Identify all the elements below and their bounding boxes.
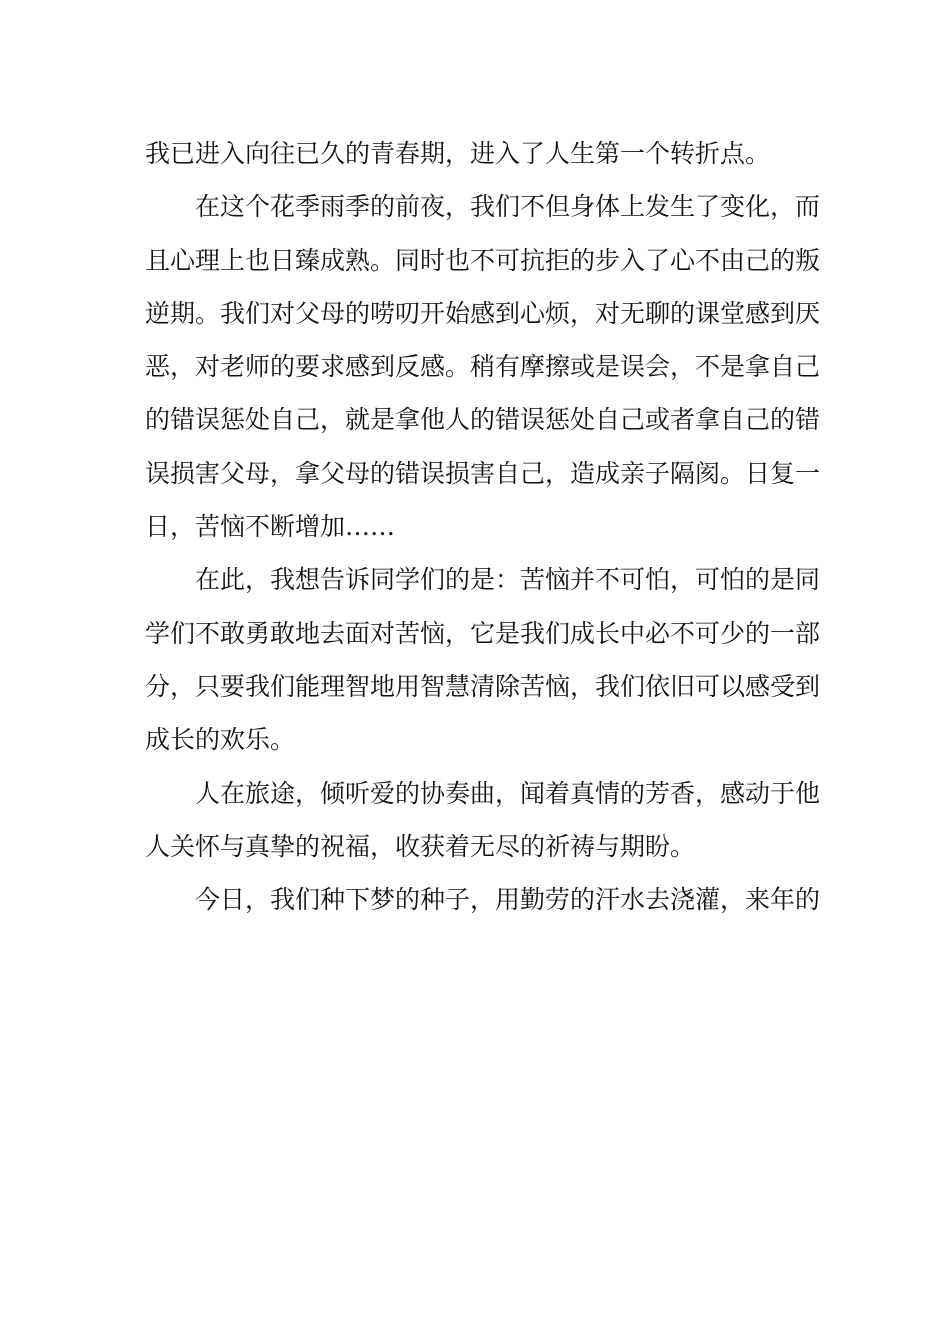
text-line: 恶，对老师的要求感到反感。稍有摩擦或是误会，不是拿自己 xyxy=(145,352,821,382)
text-line: 我已进入向往已久的青春期，进入了人生第一个转折点。 xyxy=(145,139,771,168)
text-line: 在此，我想告诉同学们的是：苦恼并不可怕，可怕的是同 xyxy=(195,565,821,595)
text-line: 学们不敢勇敢地去面对苦恼，它是我们成长中必不可少的一部 xyxy=(145,618,821,648)
text-line: 人在旅途，倾听爱的协奏曲，闻着真情的芳香，感动于他 xyxy=(195,778,821,808)
text-line: 在这个花季雨季的前夜，我们不但身体上发生了变化，而 xyxy=(195,192,821,222)
text-line: 人关怀与真挚的祝福，收获着无尽的祈祷与期盼。 xyxy=(145,831,696,861)
text-line: 成长的欢乐。 xyxy=(145,725,296,755)
text-line: 且心理上也日臻成熟。同时也不可抗拒的步入了心不由己的叛 xyxy=(145,245,821,275)
body-text xyxy=(145,127,821,926)
text-line: 今日，我们种下梦的种子，用勤劳的汗水去浇灌，来年的 xyxy=(195,885,821,915)
text-line: 日，苦恼不断增加…… xyxy=(145,512,396,542)
text-line: 的错误惩处自己，就是拿他人的错误惩处自己或者拿自己的错 xyxy=(145,405,821,435)
text-line: 误损害父母，拿父母的错误损害自己，造成亲子隔阂。日复一 xyxy=(145,458,821,488)
text-line: 分，只要我们能理智地用智慧清除苦恼，我们依旧可以感受到 xyxy=(145,671,821,701)
text-line: 逆期。我们对父母的唠叨开始感到心烦，对无聊的课堂感到厌 xyxy=(145,298,821,328)
